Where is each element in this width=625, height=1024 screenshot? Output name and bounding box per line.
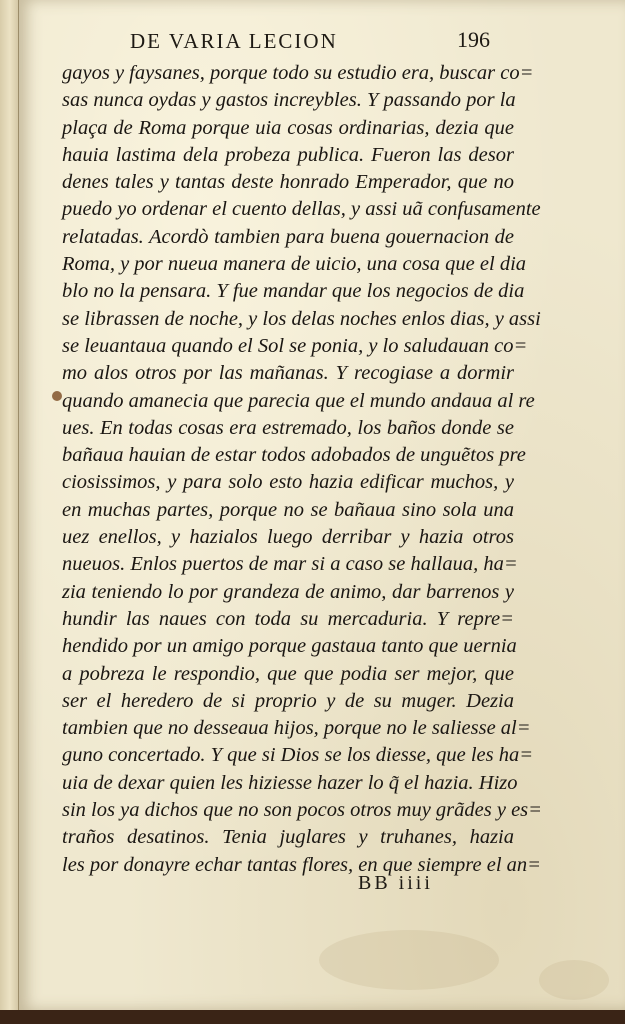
- text-line: nueuos. Enlos puertos de mar si a caso se hallaua, ha=: [62, 553, 518, 576]
- text-line: sin los ya dichos que no son pocos otros muy grãdes y es=: [62, 799, 542, 822]
- text-line: mo alos otros por las mañanas. Y recogiase a dormir: [62, 362, 514, 385]
- text-line: sas nunca oydas y gastos increybles. Y passando por la: [62, 89, 516, 112]
- ink-blot: [52, 391, 62, 401]
- text-line: guno concertado. Y que si Dios se los diesse, que les ha=: [62, 744, 534, 767]
- paper-stain: [539, 960, 609, 1000]
- text-line: zia teniendo lo por grandeza de animo, dar barrenos y: [62, 580, 514, 603]
- text-line: bañaua hauian de estar todos adobados de unguẽtos pre: [62, 444, 526, 467]
- text-line: en muchas partes, porque no se bañaua sino sola una: [62, 498, 514, 521]
- text-line: ser el heredero de si proprio y de su muger. Dezia: [62, 689, 514, 712]
- page-header: [130, 29, 490, 59]
- text-line: a pobreza le respondio, que que podia ser mejor, que: [62, 662, 514, 685]
- text-line: hendido por un amigo porque gastaua tanto que uernia: [62, 635, 517, 658]
- running-head: DE VARIA LECION: [130, 29, 338, 53]
- signature-mark: BB iiii: [358, 872, 433, 894]
- body-text: [62, 60, 542, 879]
- text-line: ciosissimos, y para solo esto hazia edificar muchos, y: [62, 471, 514, 494]
- text-line: uez enellos, y hazialos luego derribar y hazia otros: [62, 526, 514, 549]
- text-line: se leuantaua quando el Sol se ponia, y lo saludauan co=: [62, 334, 528, 357]
- page-number: 196: [457, 27, 490, 52]
- text-line: puedo yo ordenar el cuento dellas, y assi uã confusamente: [62, 198, 541, 221]
- text-line: hundir las naues con toda su mercaduria. Y repre=: [62, 607, 514, 630]
- text-line: les por donayre echar tantas flores, en que siempre el an=: [62, 853, 541, 876]
- text-line: relatadas. Acordò tambien para buena gouernacion de: [62, 225, 514, 248]
- text-line: ues. En todas cosas era estremado, los baños donde se: [62, 416, 514, 439]
- text-line: tambien que no desseaua hijos, porque no le saliesse al=: [62, 717, 531, 740]
- text-line: se librassen de noche, y los delas noches enlos dias, y assi: [62, 307, 541, 330]
- text-line: quando amanecia que parecia que el mundo andaua al re: [62, 389, 535, 412]
- text-line: Roma, y por nueua manera de uicio, una cosa que el dia: [62, 253, 527, 276]
- text-line: blo no la pensara. Y fue mandar que los negocios de dia: [62, 280, 525, 303]
- paper-stain: [319, 930, 499, 990]
- text-line: plaça de Roma porque uia cosas ordinarias, dezia que: [62, 116, 514, 139]
- text-line: gayos y faysanes, porque todo su estudio era, buscar co=: [62, 62, 534, 84]
- text-line: denes tales y tantas deste honrado Emperador, que no: [62, 171, 514, 194]
- page-bottom-edge: [0, 1010, 625, 1024]
- text-line: hauia lastima dela probeza publica. Fueron las desor: [62, 143, 514, 166]
- text-line: traños desatinos. Tenia juglares y truhanes, hazia: [62, 826, 514, 849]
- text-line: uia de dexar quien les hiziesse hazer lo q̃ el hazia. Hizo: [62, 771, 518, 794]
